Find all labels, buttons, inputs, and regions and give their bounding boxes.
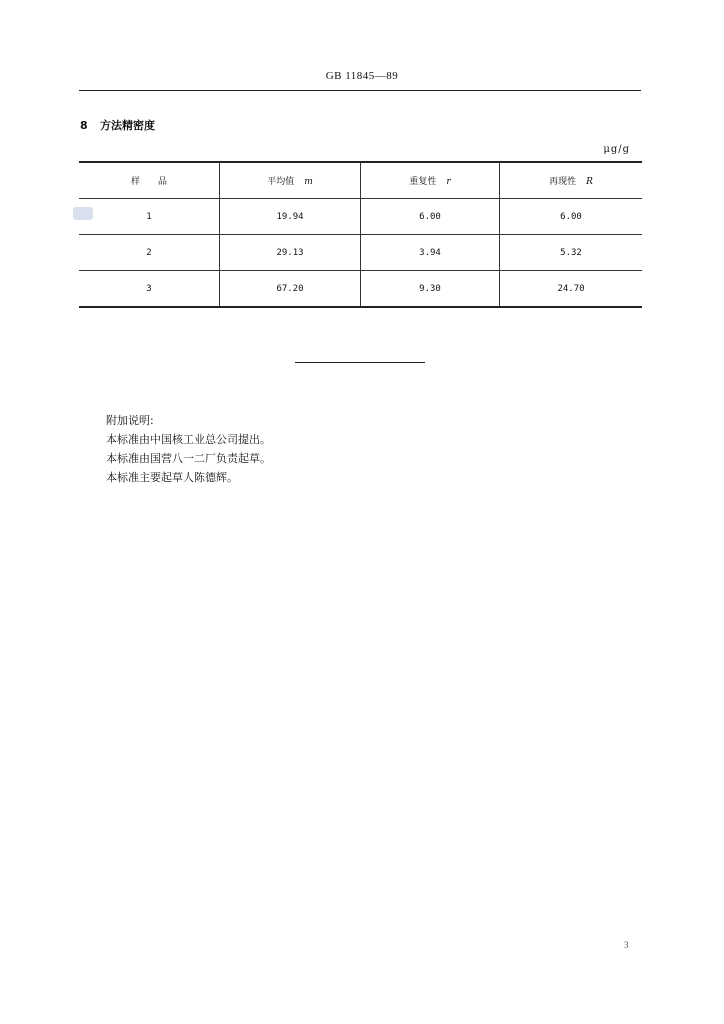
table-row [79, 199, 642, 235]
cell-reproducibility: 24.70 [500, 271, 643, 308]
header-reproducibility-symbol: R [586, 177, 593, 187]
header-repeatability [361, 162, 500, 199]
cell-reproducibility: 6.00 [500, 199, 643, 235]
note-line: 本标准由国营八一二厂负责起草。 [106, 452, 271, 465]
cell-repeatability: 3.94 [361, 235, 500, 271]
header-repeatability-symbol: r [446, 177, 451, 187]
cell-reproducibility: 5.32 [500, 235, 643, 271]
header-sample-label: 样 品 [130, 177, 167, 187]
cell-sample: 3 [146, 283, 152, 294]
table-row [79, 235, 642, 271]
section-number: 8 [80, 119, 88, 132]
header-sample [79, 162, 220, 199]
cell-sample: 2 [146, 247, 152, 258]
note-line: 本标准由中国核工业总公司提出。 [106, 433, 271, 446]
cell-mean: 29.13 [220, 235, 361, 271]
header-reproducibility-label: 再现性 [549, 177, 577, 187]
cell-mean: 19.94 [220, 199, 361, 235]
notes-title: 附加说明: [106, 414, 154, 427]
additional-notes [106, 411, 271, 487]
table-row [79, 271, 642, 308]
header-reproducibility [500, 162, 643, 199]
header-mean-label: 平均值 [267, 177, 295, 187]
header-rule [79, 90, 641, 91]
precision-table [79, 161, 642, 308]
table-header-row [79, 162, 642, 199]
section-title: 方法精密度 [100, 119, 155, 132]
cell-sample: 1 [146, 211, 152, 222]
cell-repeatability: 6.00 [361, 199, 500, 235]
section-heading [80, 117, 155, 133]
header-mean [220, 162, 361, 199]
page-number: 3 [624, 940, 629, 950]
cell-repeatability: 9.30 [361, 271, 500, 308]
header-repeatability-label: 重复性 [409, 177, 437, 187]
cell-mean: 67.20 [220, 271, 361, 308]
header-mean-symbol: m [304, 177, 313, 187]
note-line: 本标准主要起草人陈德辉。 [106, 471, 238, 484]
end-of-text-rule [295, 362, 425, 363]
unit-label: μg/g [603, 144, 630, 155]
standard-code: GB 11845—89 [325, 70, 399, 82]
